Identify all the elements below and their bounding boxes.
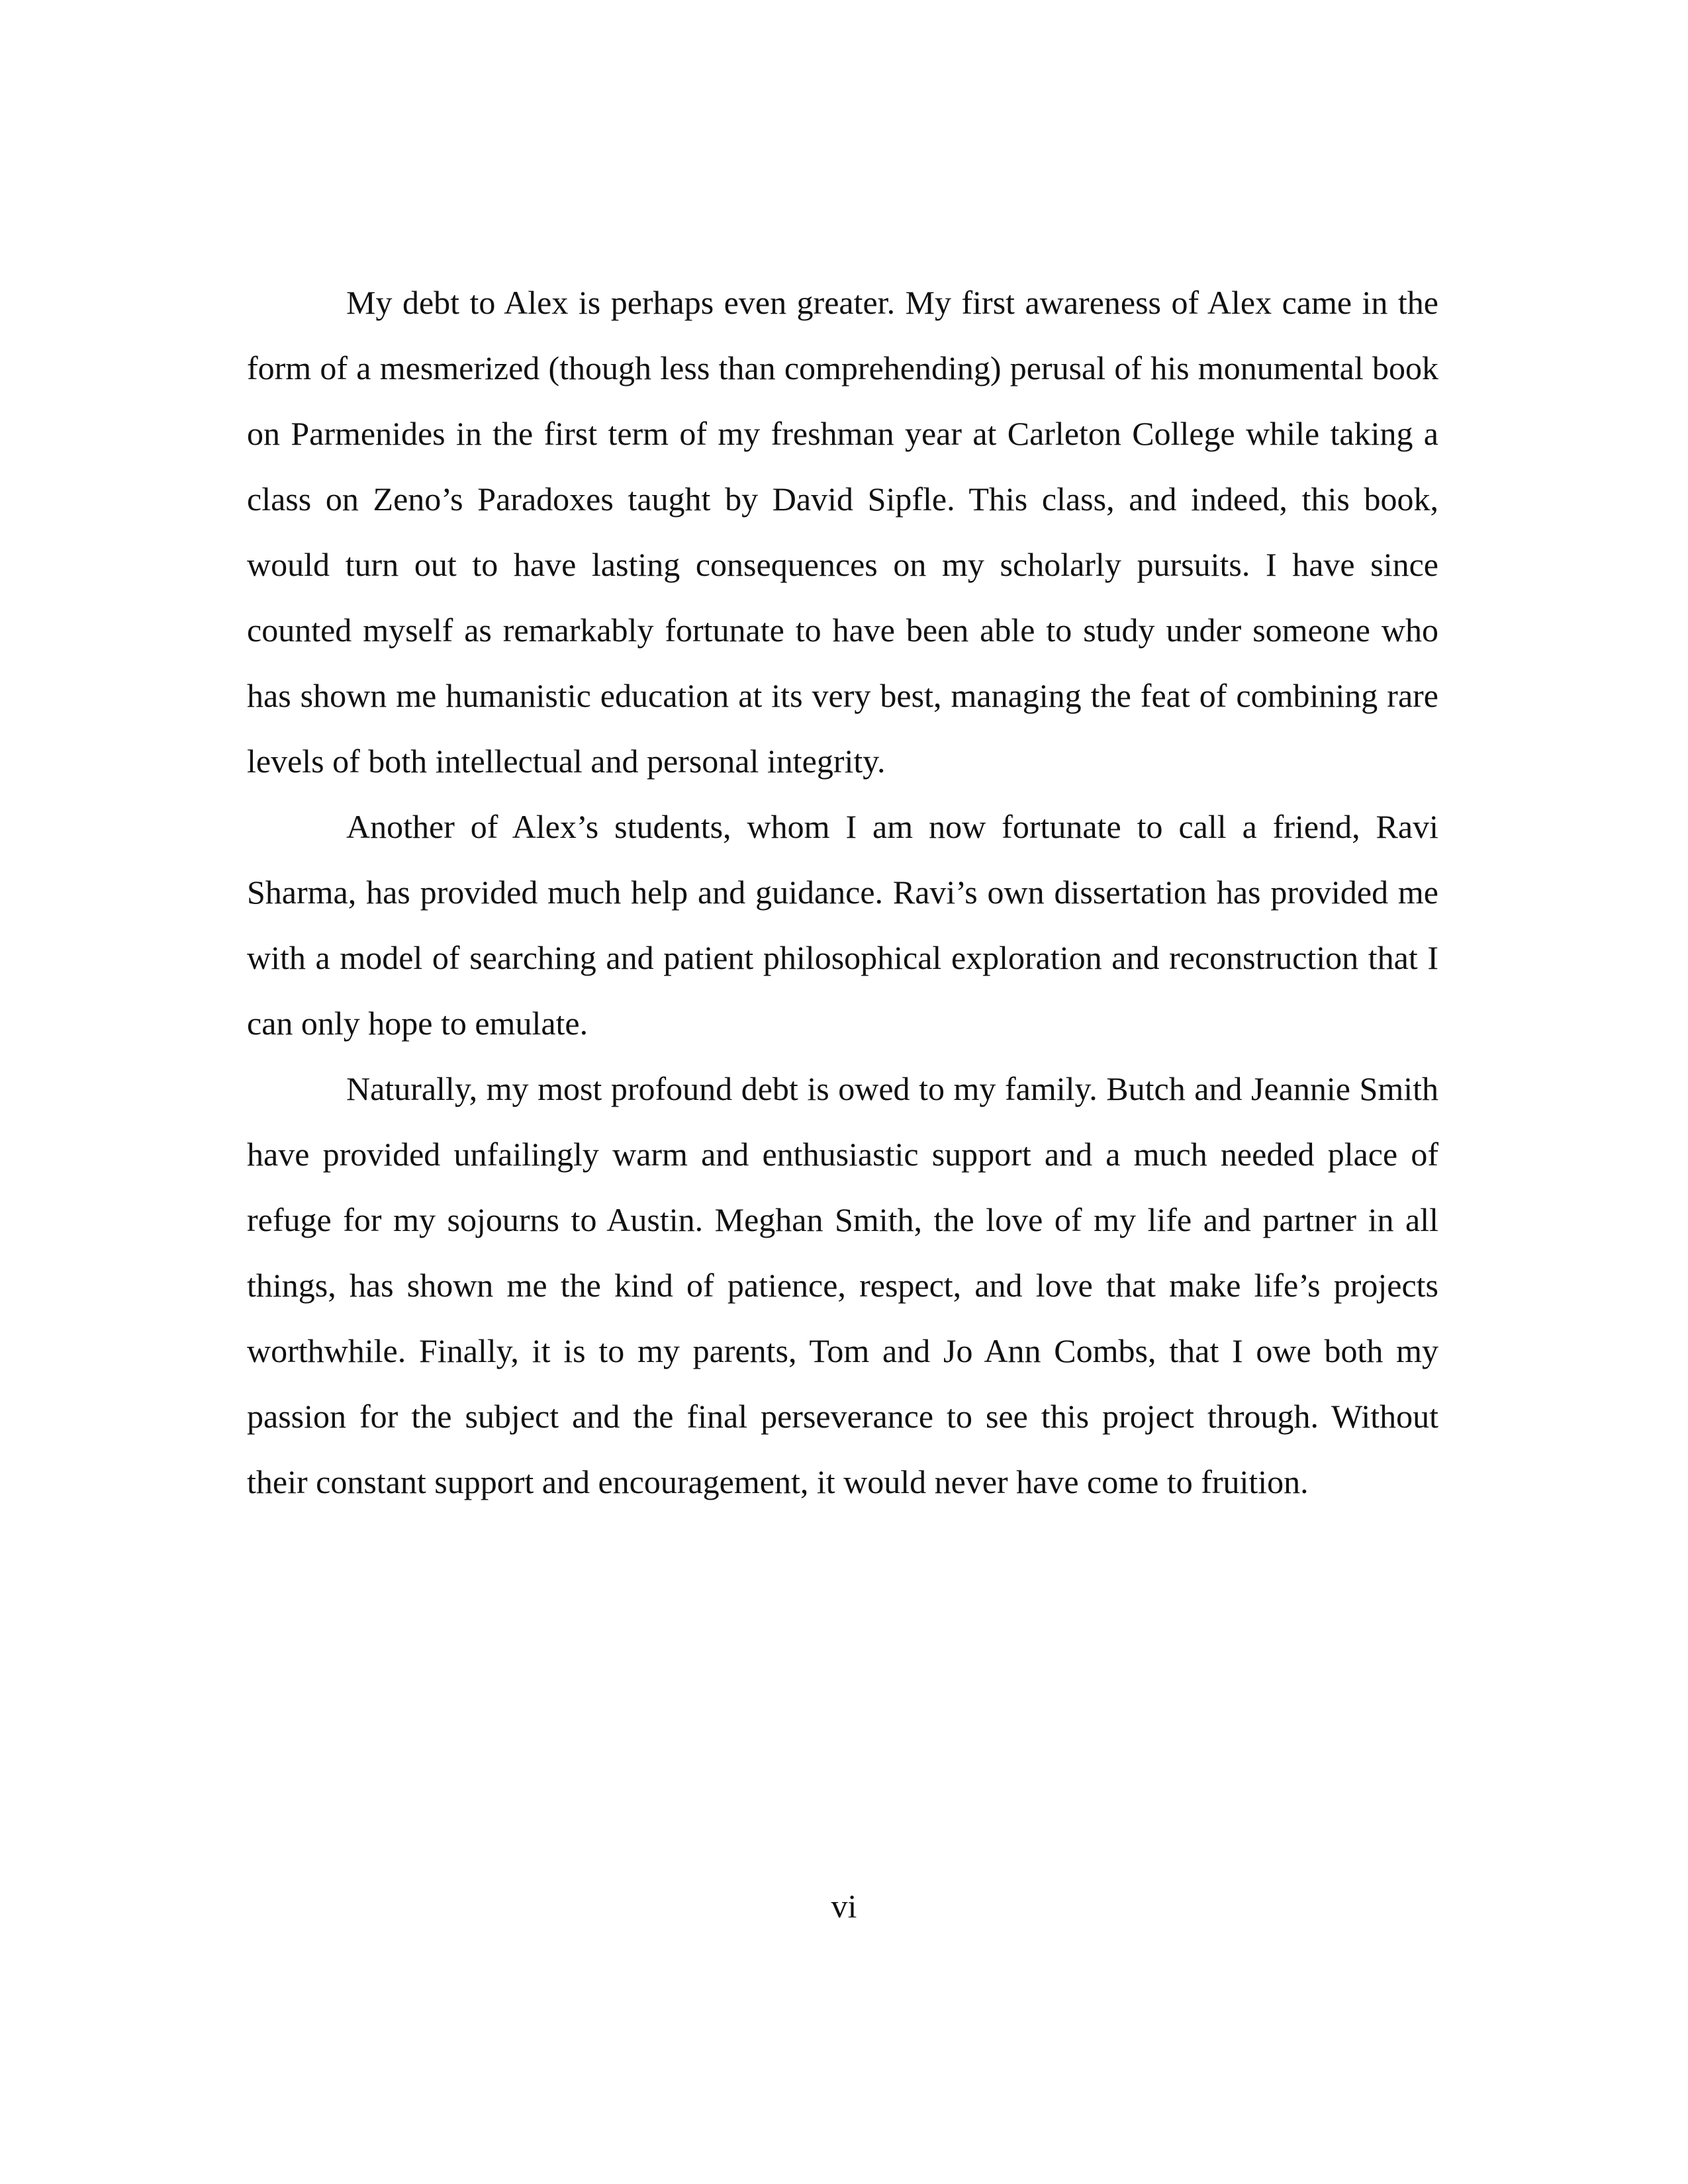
paragraph-alex-debt: My debt to Alex is perhaps even greater. My first awareness of Alex came in the form of a mesmerized (though less than comprehending) perusal of his monumental book on Parmenides in the first term of my freshman year at Carleton College while taking a class on Zeno’s Paradoxes taught by David Sipfle. This class, and indeed, this book, would turn out to have lasting consequences on my scholarly pursuits. I have since counted myself as remarkably fortunate to have been able to study under someone who has shown me humanistic education at its very best, managing the feat of combining rare levels of both intellectual and personal integrity. xyxy=(247,284,1438,780)
acknowledgments-body xyxy=(247,270,1438,1515)
paragraph-ravi-sharma: Another of Alex’s students, whom I am now fortunate to call a friend, Ravi Sharma, has provided much help and guidance. Ravi’s own dissertation has provided me with a model of searching and patient philosophical exploration and reconstruction that I can only hope to emulate. xyxy=(247,808,1438,1042)
paragraph-family: Naturally, my most profound debt is owed to my family. Butch and Jeannie Smith have provided unfailingly warm and enthusiastic support and a much needed place of refuge for my sojourns to Austin. Meghan Smith, the love of my life and partner in all things, has shown me the kind of patience, respect, and love that make life’s projects worthwhile. Finally, it is to my parents, Tom and Jo Ann Combs, that I owe both my passion for the subject and the final perseverance to see this project through. Without their constant support and encouragement, it would never have come to fruition. xyxy=(247,1070,1438,1500)
page-number: vi xyxy=(831,1888,857,1925)
